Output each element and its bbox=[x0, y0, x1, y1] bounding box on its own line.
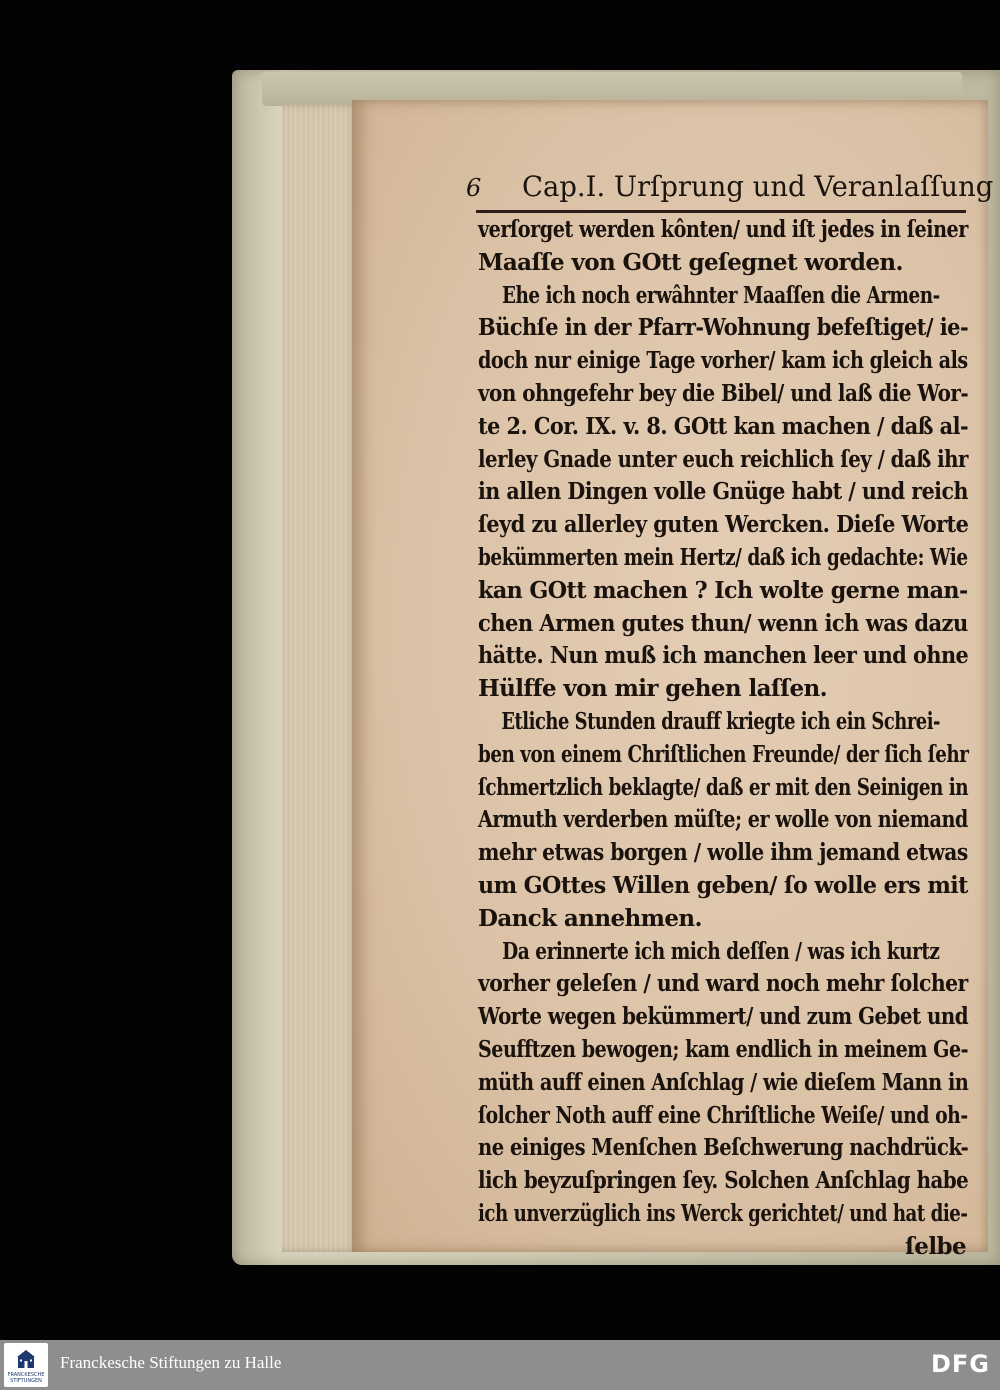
text-line: ſeyd zu allerley guten Wercken. Dieſe Worte bbox=[478, 511, 969, 539]
catchword: ſelbe bbox=[905, 1232, 966, 1260]
text-line: hätte. Nun muß ich manchen leer und ohne bbox=[478, 642, 969, 670]
text-line: kan GOtt machen ? Ich wolte gerne man- bbox=[478, 576, 968, 604]
text-line: ne einiges Menſchen Beſchwerung nachdrück- bbox=[478, 1134, 969, 1162]
institution-name[interactable]: Franckesche Stiftungen zu Halle bbox=[60, 1353, 282, 1372]
text-line: lich beyzuſpringen ſey. Solchen Anſchlag habe bbox=[478, 1167, 969, 1195]
running-title: Cap.I. Urſprung und Veranlaſſung bbox=[522, 170, 994, 203]
text-line: in allen Dingen volle Gnüge habt / und reich bbox=[478, 478, 968, 506]
logo-text: FRANCKESCHE STIFTUNGEN bbox=[7, 1372, 45, 1384]
text-line: bekümmerten mein Hertz/ daß ich gedachte: Wie bbox=[478, 543, 968, 571]
text-line: ich unverzüglich ins Werck gerichtet/ und hat die- bbox=[478, 1199, 968, 1227]
text-line: lerley Gnade unter euch reichlich ſey / daß ihr bbox=[478, 445, 968, 473]
text-line: ſchmertzlich beklagte/ daß er mit den Seinigen in bbox=[478, 773, 969, 801]
text-line: Hülffe von mir gehen laſſen. bbox=[478, 675, 828, 703]
franckesche-stiftungen-logo[interactable] bbox=[4, 1343, 48, 1387]
text-line: ſolcher Noth auff eine Chriſtliche Weiſe/ und oh- bbox=[478, 1101, 968, 1129]
text-line: Da erinnerte ich mich deſſen / was ich kurtz bbox=[502, 937, 940, 965]
text-line: Worte wegen bekümmert/ und zum Gebet und bbox=[478, 1003, 969, 1031]
text-line: verſorget werden kônten/ und iſt jedes in ſeiner bbox=[478, 216, 968, 243]
text-line: um GOttes Willen geben/ ſo wolle ers mit bbox=[478, 871, 968, 899]
text-line: doch nur einige Tage vorher/ kam ich gleich als bbox=[478, 347, 968, 375]
text-line: te 2. Cor. IX. v. 8. GOtt kan machen / daß al- bbox=[478, 412, 969, 440]
text-line: vorher geleſen / und ward noch mehr ſolcher bbox=[478, 970, 968, 998]
text-line: Etliche Stunden drauff kriegte ich ein Schrei- bbox=[501, 707, 941, 735]
text-line: müth auff einen Anſchlag / wie dieſem Mann in bbox=[478, 1068, 969, 1096]
viewer-footer bbox=[0, 1340, 1000, 1390]
text-line: chen Armen gutes thun/ wenn ich was dazu bbox=[478, 609, 968, 637]
text-line: Seufftzen bewogen; kam endlich in meinem Ge- bbox=[478, 1035, 969, 1063]
page-header bbox=[466, 170, 994, 210]
dfg-logo[interactable]: DFG bbox=[930, 1350, 990, 1378]
text-line: Büchſe in der Pfarr-Wohnung befeſtiget/ ie- bbox=[478, 314, 969, 342]
header-rule bbox=[476, 210, 966, 213]
page-body bbox=[478, 214, 970, 1264]
page-number: 6 bbox=[466, 174, 482, 202]
text-line: Maaſſe von GOtt geſegnet worden. bbox=[478, 248, 903, 276]
page-edges bbox=[282, 104, 360, 1252]
text-line: Armuth verderben müſte; er wolle von niemand bbox=[478, 806, 968, 834]
text-line: Danck annehmen. bbox=[478, 904, 702, 932]
text-line: von ohngefehr bey die Bibel/ und laß die Wor- bbox=[478, 379, 969, 407]
building-icon bbox=[17, 1349, 35, 1369]
text-line: mehr etwas borgen / wolle ihm jemand etwas bbox=[478, 839, 968, 867]
text-line: Ehe ich noch erwâhnter Maaſſen die Armen- bbox=[501, 281, 940, 309]
text-line: ben von einem Chriſtlichen Freunde/ der ſich ſehr bbox=[478, 740, 969, 768]
